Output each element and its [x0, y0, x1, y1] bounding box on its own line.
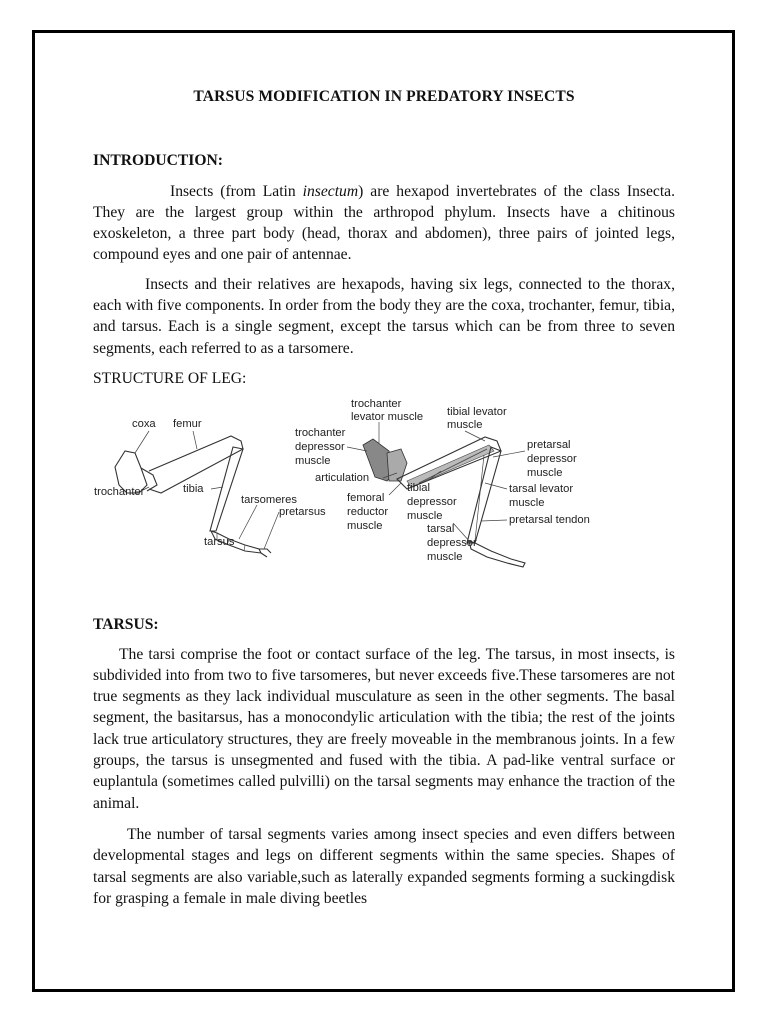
- leg-structure-figure: [93, 393, 675, 578]
- tibia-muscle-outline: [467, 447, 501, 543]
- introduction-heading: INTRODUCTION:: [93, 152, 223, 170]
- label-tibial-levator-2: muscle: [447, 419, 483, 432]
- label-tarsal-levator-1: tarsal levator: [509, 483, 574, 496]
- label-pretarsus: pretarsus: [279, 506, 326, 519]
- intro-paragraph-1: Insects (from Latin insectum) are hexapod invertebrates of the class Insecta. They are the largest group within the arthropod phylum. Insects have a chitinous exoskeleton, a three part body (head, thorax and abdomen), three pairs of jointed legs, compound eyes and one pair of antennae.: [93, 182, 675, 264]
- tarsus-paragraph-1: The tarsi comprise the foot or contact surface of the leg. The tarsus, in most insects, is subdivided into from two to five tarsomeres, but never exceeds five.These tarsomeres are not true segments as they lack individual musculature as seen in the other segments. The basal segment, the basitarsus, has a monocondylic articulation with the tibia; the rest of the joints lack true articulatory structures, they are freely moveable in the membranous joints. In a few groups, the tarsus is unsegmented and fused with the tibia. A pad-like ventral surface or euplantula (sometimes called pulvilli) on the tarsal segments may enhance the traction of the animal.: [93, 645, 675, 812]
- label-femoral-reductor-2: reductor: [347, 506, 389, 519]
- label-articulation: articulation: [315, 472, 370, 485]
- label-trochanter-levator-1: trochanter: [351, 398, 402, 411]
- label-tarsus: tarsus: [204, 536, 235, 549]
- femur-muscle-fill: [407, 445, 494, 487]
- intro-paragraph-2: Insects and their relatives are hexapods, having six legs, connected to the thorax, each with five components. In order from the body they are the coxa, trochanter, femur, tibia, and tarsus. Each is a single segment, except the tarsus which can be from three to seven segments, each referred to as a tarsomere.: [93, 275, 675, 357]
- label-pretarsal-depressor-3: muscle: [527, 467, 563, 480]
- label-tarsal-depressor-3: muscle: [427, 551, 463, 564]
- label-tibial-depressor-1: tibial: [407, 482, 431, 495]
- label-femoral-reductor-1: femoral: [347, 492, 385, 505]
- label-trochanter-depressor-2: depressor: [295, 441, 345, 454]
- right-labels: [295, 398, 590, 563]
- label-tibial-levator-1: tibial levator: [447, 406, 507, 419]
- label-trochanter-depressor-1: trochanter: [295, 427, 346, 440]
- label-tibial-depressor-2: depressor: [407, 496, 457, 509]
- label-tibia: tibia: [183, 483, 204, 496]
- label-pretarsal-tendon: pretarsal tendon: [509, 514, 590, 527]
- tarsus-paragraph-2: The number of tarsal segments varies among insect species and even differs between developmental stages and legs on different segments within the same species. Shapes of tarsal segments are also variable,such as laterally expanded segments forming a suckingdisk for grasping a female in male diving beetles: [93, 825, 675, 907]
- tarsus-heading: TARSUS:: [93, 616, 159, 634]
- tarsus-muscle-outline: [469, 541, 525, 567]
- label-coxa: coxa: [132, 418, 156, 431]
- label-tarsal-depressor-2: depressor: [427, 537, 477, 550]
- label-pretarsal-depressor-2: depressor: [527, 453, 577, 466]
- label-trochanter-depressor-3: muscle: [295, 455, 331, 468]
- label-femoral-reductor-3: muscle: [347, 520, 383, 533]
- label-femur: femur: [173, 418, 202, 431]
- document-body: [93, 86, 675, 909]
- leg-anatomy-diagram: [89, 393, 609, 578]
- tibia-shape: [210, 447, 243, 531]
- label-trochanter-levator-2: levator muscle: [351, 411, 424, 424]
- label-tibial-depressor-3: muscle: [407, 510, 443, 523]
- document-title: TARSUS MODIFICATION IN PREDATORY INSECTS: [193, 88, 575, 105]
- label-tarsal-depressor-1: tarsal: [427, 523, 455, 536]
- structure-heading: STRUCTURE OF LEG:: [93, 369, 247, 387]
- label-tarsal-levator-2: muscle: [509, 497, 545, 510]
- label-trochanter: trochanter: [94, 486, 145, 499]
- label-tarsomeres: tarsomeres: [241, 494, 297, 507]
- label-pretarsal-depressor-1: pretarsal: [527, 439, 571, 452]
